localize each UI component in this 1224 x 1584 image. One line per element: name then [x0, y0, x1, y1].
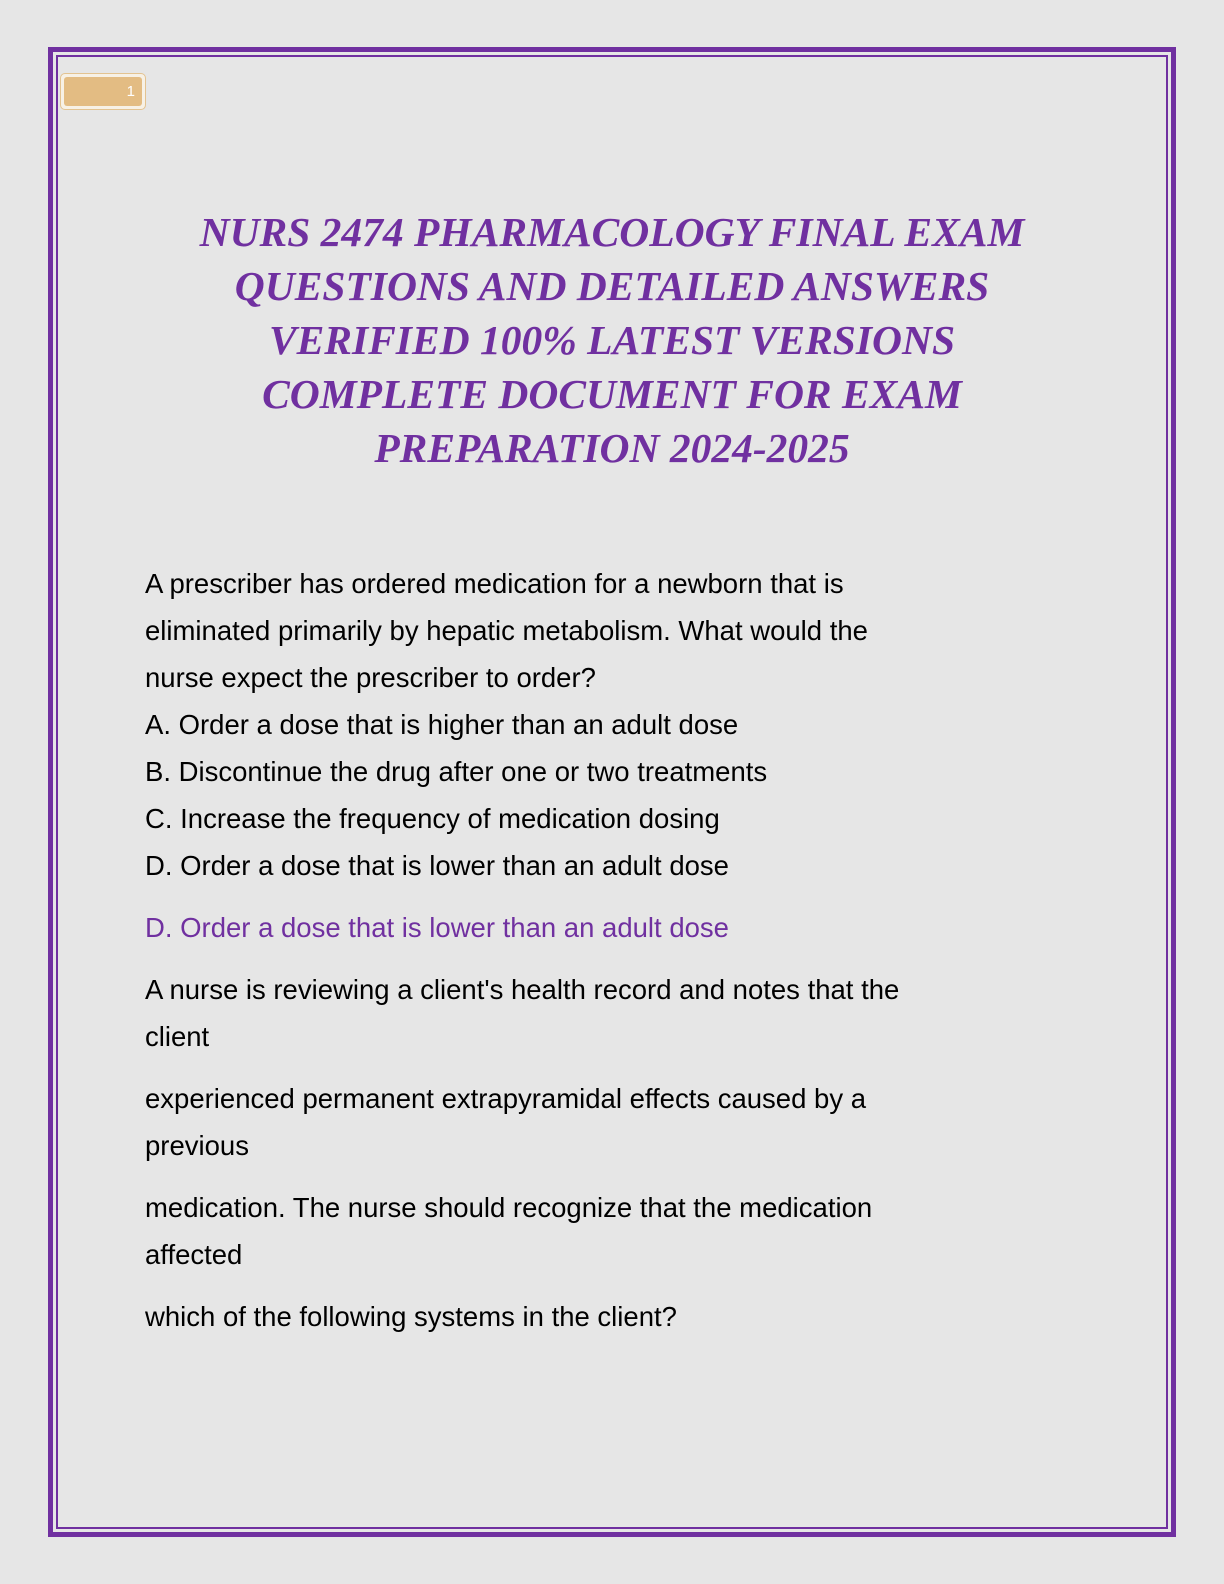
question-line: previous: [145, 1130, 249, 1161]
question-stem-line: A prescriber has ordered medication for a newborn that is: [145, 568, 844, 599]
question-line: A nurse is reviewing a client's health record and notes that the: [145, 974, 900, 1005]
correct-answer: D. Order a dose that is lower than an adult dose: [145, 912, 729, 943]
title-line: COMPLETE DOCUMENT FOR EXAM: [262, 371, 962, 417]
question-paragraph: [145, 1293, 1145, 1340]
document-title: [120, 205, 1104, 475]
question-2: [145, 966, 1145, 1340]
question-line: affected: [145, 1239, 243, 1270]
answer-option-b: B. Discontinue the drug after one or two treatments: [145, 756, 768, 787]
question-paragraph: [145, 966, 1145, 1060]
answer-option-d: D. Order a dose that is lower than an adult dose: [145, 850, 729, 881]
question-stem-line: eliminated primarily by hepatic metabolism. What would the: [145, 615, 868, 646]
question-stem-line: nurse expect the prescriber to order?: [145, 662, 596, 693]
question-line: medication. The nurse should recognize that the medication: [145, 1192, 873, 1223]
question-paragraph: [145, 1184, 1145, 1278]
answer-option-c: C. Increase the frequency of medication dosing: [145, 803, 720, 834]
question-line: which of the following systems in the client?: [145, 1301, 677, 1332]
title-line: PREPARATION 2024-2025: [374, 425, 850, 471]
page-number: 1: [126, 83, 135, 100]
title-line: VERIFIED 100% LATEST VERSIONS: [268, 317, 956, 363]
page-number-badge: [60, 73, 146, 110]
answer-option-a: A. Order a dose that is higher than an adult dose: [145, 709, 739, 740]
question-line: client: [145, 1021, 210, 1052]
question-1: [145, 560, 1145, 951]
title-line: NURS 2474 PHARMACOLOGY FINAL EXAM: [199, 209, 1025, 255]
question-line: experienced permanent extrapyramidal effects caused by a: [145, 1083, 867, 1114]
document-body: [145, 560, 1145, 1340]
question-paragraph: [145, 1075, 1145, 1169]
title-line: QUESTIONS AND DETAILED ANSWERS: [234, 263, 990, 309]
